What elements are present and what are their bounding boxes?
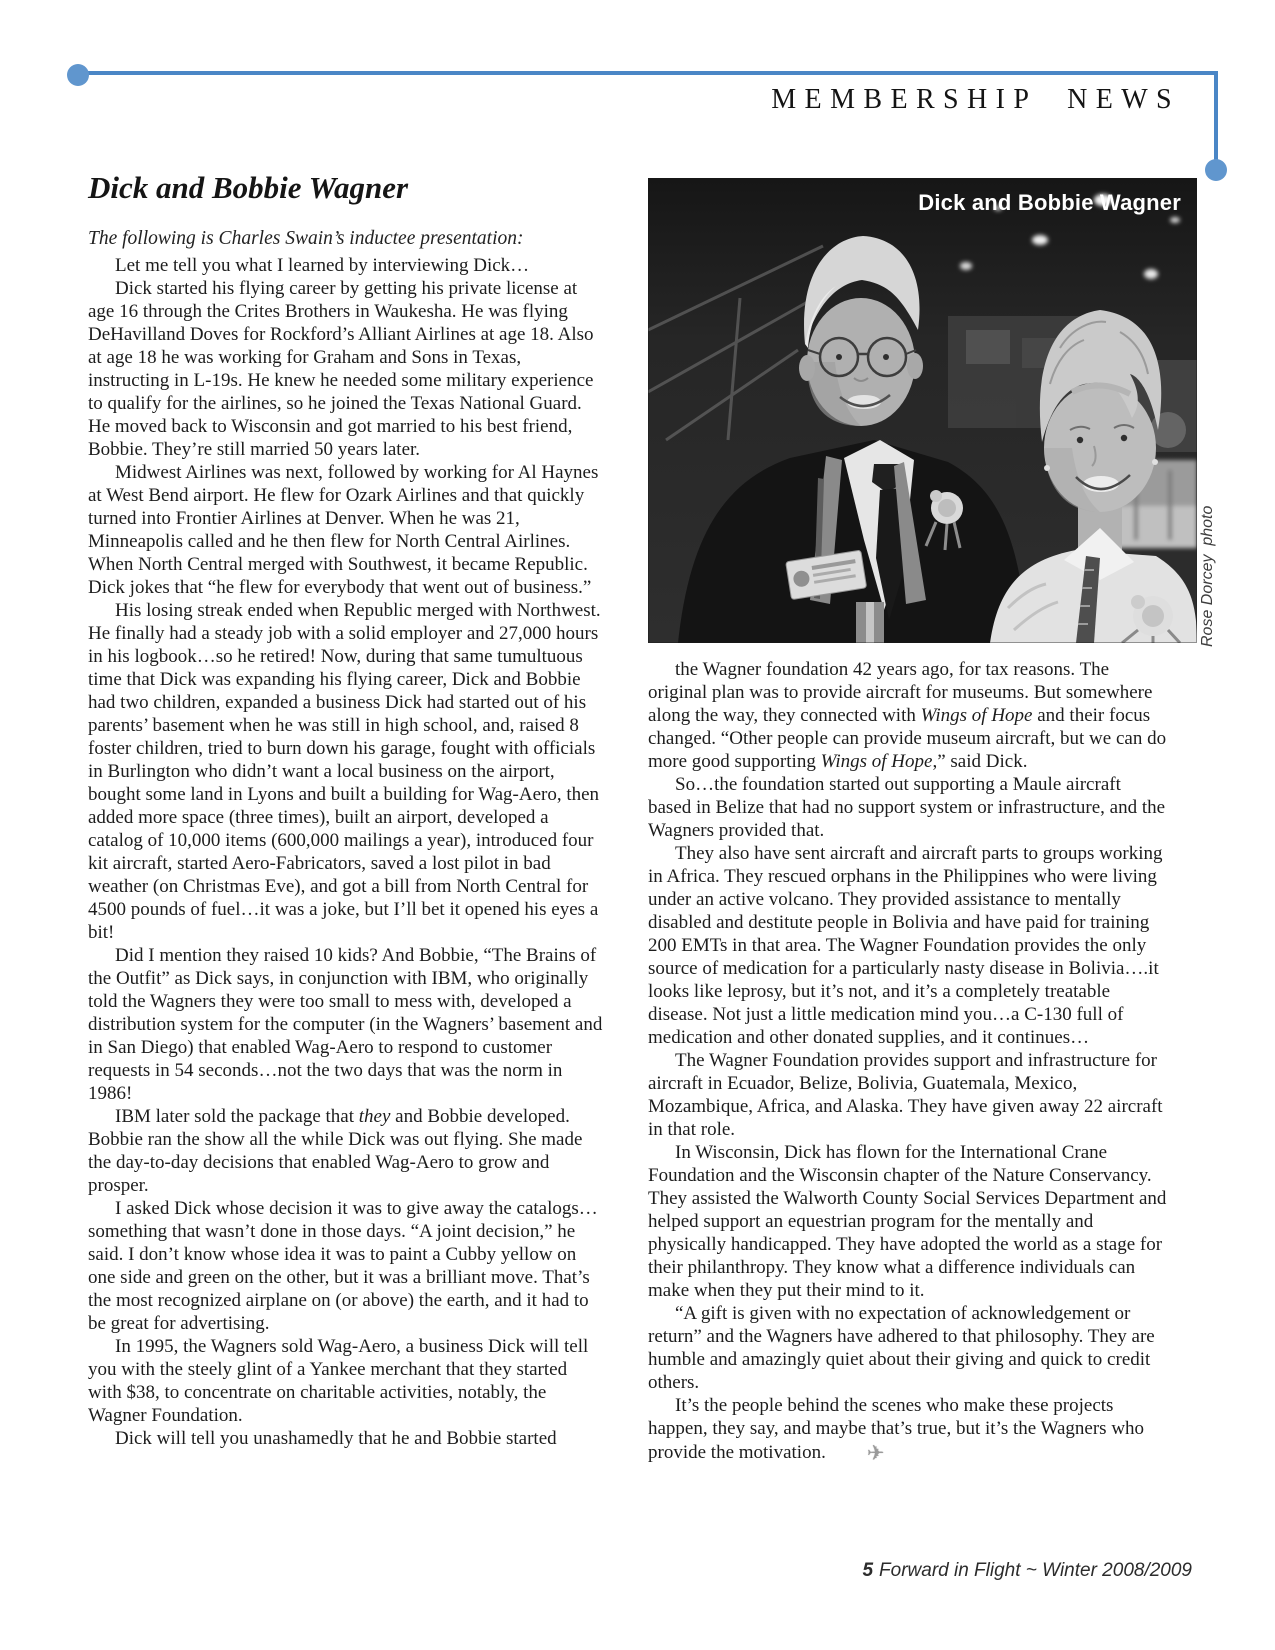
article-paragraph [88,944,604,1105]
publication-name: Forward in Flight ~ Winter 2008/2009 [879,1560,1192,1581]
body-text: His losing streak ended when Republic merged with Northwest. He finally had a steady job with a solid employer and 27,000 hours in his logbook…so he retired! Now, during that same tumultuous time that Dick was expanding his flying career, Dick and Bobbie had two children, expanded a business Dick had started out of his parents’ basement when he was still in high school, and, raised 8 foster children, tried to burn down his garage, fought with officials in Burlington who didn’t want a local business on the airport, bought some land in Lyons and built a building for Wag-Aero, then added more space (three times), built an airport, developed a catalog of 10,000 items (600,000 mailings a year), introduced four kit aircraft, started Aero-Fabricators, saved a lost pilot in bad weather (on Christmas Eve), and got a bill from North Central for 4500 pounds of fuel…it was a joke, but I’ll bet it opened his eyes a bit! [88,600,601,943]
article-paragraph [88,254,604,277]
italic-text: Wings of Hope [920,705,1033,726]
accent-rule-vertical [1214,71,1218,163]
body-text: ,” said Dick. [932,751,1028,772]
airplane-logo-icon: ✈ [866,1441,885,1465]
page-footer [862,1560,1192,1582]
body-text: They also have sent aircraft and aircraft parts to groups working in Africa. They rescued orphans in the Philippines who were living under an active volcano. They provided assistance to mentally disabled and destitute people in Bolivia and have paid for training 200 EMTs in that area. The Wagner Foundation provides the only source of medication for a particularly nasty disease in Bolivia….it looks like leprosy, but it’s not, and it’s a completely treatable disease. Not just a little medication mind you…a C-130 full of medication and other donated supplies, and it continues… [648,843,1163,1048]
photo-illustration [648,178,1197,643]
article-paragraph [88,1105,604,1197]
body-text: Dick started his flying career by getting his private license at age 16 through the Crites Brothers in Waukesha. He was flying DeHavilland Doves for Rockford’s Alliant Airlines at age 18. Also at age 18 he was working for Graham and Sons in Texas, instructing in L-19s. He knew he needed some military experience to qualify for the airlines, so he joined the Texas National Guard. He moved back to Wisconsin and got married to his best friend, Bobbie. They’re still married 50 years later. [88,278,594,460]
article-paragraph [648,842,1168,1049]
body-text: It’s the people behind the scenes who make these projects happen, they say, and maybe that’s true, but it’s the Wagners who provide the motivation. [648,1395,1145,1463]
article-paragraph [648,1049,1168,1141]
article-paragraph [648,658,1168,773]
body-text: Did I mention they raised 10 kids? And Bobbie, “The Brains of the Outfit” as Dick says, in conjunction with IBM, who originally told the Wagners they were too small to mess with, developed a distribution system for the computer (in the Wagners’ basement and in San Diego) that enabled Wag-Aero to respond to customer requests in 54 seconds…not the two days that was the norm in 1986! [88,945,603,1104]
accent-dot-right [1205,159,1227,181]
body-text: Let me tell you what I learned by interviewing Dick… [115,255,530,276]
article-paragraph [88,599,604,944]
body-text: In Wisconsin, Dick has flown for the International Crane Foundation and the Wisconsin chapter of the Nature Conservancy. They assisted the Walworth County Social Services Department and helped support an equestrian program for the mentally and physically handicapped. They have adopted the world as a stage for their philanthropy. They know what a difference individuals can make when they put their mind to it. [648,1142,1167,1301]
article-intro: The following is Charles Swain’s inductee presentation: [88,228,524,249]
page-number: 5 [862,1560,874,1581]
article-title: Dick and Bobbie Wagner [88,170,409,205]
accent-rule-horizontal [78,71,1218,75]
photo-caption: Dick and Bobbie Wagner [918,190,1181,215]
photo-credit: Rose Dorcey photo [1199,505,1216,647]
body-text: I asked Dick whose decision it was to give away the catalogs…something that wasn’t done in those days. “A joint decision,” he said. I don’t know whose idea it was to paint a Cubby yellow on one side and green on the other, but it was a brilliant move. That’s the most recognized airplane on (or above) the earth, and it had to be great for advertising. [88,1198,598,1334]
article-paragraph [648,1394,1168,1464]
article-paragraph [88,461,604,599]
article-column-right [648,658,1168,1464]
article-paragraph [88,1427,604,1450]
article-paragraph [648,1302,1168,1394]
body-text: The Wagner Foundation provides support and infrastructure for aircraft in Ecuador, Belize, Bolivia, Guatemala, Mexico, Mozambique, Africa, and Alaska. They have given away 22 aircraft in that role. [648,1050,1163,1140]
inductees-photo [648,178,1197,643]
body-text: “A gift is given with no expectation of acknowledgement or return” and the Wagners have adhered to that philosophy. They are humble and amazingly quiet about their giving and quick to credit others. [648,1303,1155,1393]
body-text: Dick will tell you unashamedly that he and Bobbie started [115,1428,557,1449]
section-title: MEMBERSHIP NEWS [771,84,1180,115]
italic-text: Wings of Hope [820,751,933,772]
article-paragraph [88,1197,604,1335]
italic-text: they [358,1106,391,1127]
body-text: IBM later sold the package that [115,1106,359,1127]
article-paragraph [648,1141,1168,1302]
article-paragraph [88,277,604,461]
body-text: In 1995, the Wagners sold Wag-Aero, a business Dick will tell you with the steely glint of a Yankee merchant that they started with $38, to concentrate on charitable activities, notably, the Wagner Foundation. [88,1336,589,1426]
body-text: So…the foundation started out supporting a Maule aircraft based in Belize that had no support system or infrastructure, and the Wagners provided that. [648,774,1166,841]
article-paragraph [648,773,1168,842]
article-paragraph [88,1335,604,1427]
article-column-left [88,254,604,1450]
body-text: and Bobbie developed. Bobbie ran the show all the while Dick was out flying. She made the day-to-day decisions that enabled Wag-Aero to grow and prosper. [88,1106,583,1196]
body-text: the Wagner foundation 42 years ago, for tax reasons. The original plan was to provide aircraft for museums. But somewhere along the way, they connected with [648,659,1153,726]
accent-dot-left [67,64,89,86]
body-text: and their focus changed. “Other people can provide museum aircraft, but we can do more good supporting [648,705,1167,772]
body-text: Midwest Airlines was next, followed by working for Al Haynes at West Bend airport. He flew for Ozark Airlines and that quickly turned into Frontier Airlines at Denver. When he was 21, Minneapolis called and he then flew for North Central Airlines. When North Central merged with Southwest, it became Republic. Dick jokes that “he flew for everybody that went out of business.” [88,462,599,598]
